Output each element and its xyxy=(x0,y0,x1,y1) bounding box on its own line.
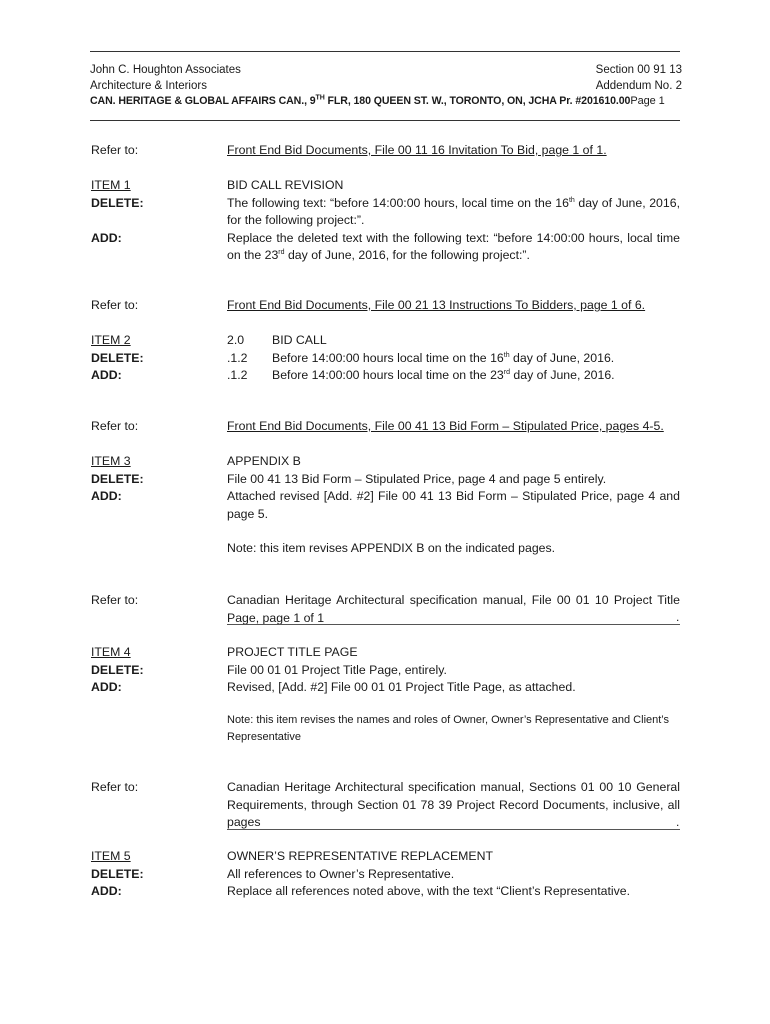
item-add-3: Attached revised [Add. #2] File 00 41 13 Bid Form – Stipulated Price, page 4 and page 5. xyxy=(227,489,680,521)
item-labels-4 xyxy=(91,644,211,697)
add-label-3: ADD: xyxy=(91,489,122,503)
firm-subtitle: Architecture & Interiors xyxy=(90,80,207,92)
refer-label-4: Refer to: xyxy=(91,593,139,607)
add-label-1: ADD: xyxy=(91,230,122,245)
refer-label-5: Refer to: xyxy=(91,780,139,794)
item-note-4: Note: this item revises the names and roles of Owner, Owner’s Representative and Client’s Representative xyxy=(227,714,670,743)
item-body-4 xyxy=(227,644,680,697)
item-add-2: .1.2 Before 14:00:00 hours local time on the 23rd day of June, 2016. xyxy=(227,368,615,382)
item-title-2: 2.0 BID CALL xyxy=(227,333,327,347)
delete-label-2: DELETE: xyxy=(91,350,144,365)
item-note-3: Note: this item revises APPENDIX B on the indicated pages. xyxy=(227,541,556,555)
refer-period-5: . xyxy=(676,815,680,829)
item-number-2: ITEM 2 xyxy=(91,333,131,347)
section-number: Section 00 91 13 xyxy=(595,64,682,76)
item-add-1: Replace the deleted text with the following text: “before 14:00:00 hours, local time on the 23rd day of June, 2016, for the following project:”. xyxy=(227,230,680,262)
header-bottom-rule xyxy=(90,120,680,121)
item-delete-2: .1.2 Before 14:00:00 hours local time on the 16th day of June, 2016. xyxy=(227,350,615,365)
item-delete-1: The following text: “before 14:00:00 hours, local time on the 16th day of June, 2016, for the following project:”. xyxy=(227,195,680,227)
refer-label-2: Refer to: xyxy=(91,298,139,312)
item-title-5: OWNER’S REPRESENTATIVE REPLACEMENT xyxy=(227,849,494,863)
refer-text-5: Canadian Heritage Architectural specification manual, Sections 01 00 10 General Requirements, through Section 01 78 39 Project Record Documents, inclusive, all pages xyxy=(227,780,680,829)
item-body-1 xyxy=(227,177,680,265)
item-number-4: ITEM 4 xyxy=(91,645,131,659)
project-line: CAN. HERITAGE & GLOBAL AFFAIRS CAN., 9TH FLR, 180 QUEEN ST. W., TORONTO, ON, JCHA Pr. #201610.00Page 1 xyxy=(90,94,665,107)
refer-text-2: Front End Bid Documents, File 00 21 13 Instructions To Bidders, page 1 of 6. xyxy=(227,298,646,312)
delete-label-3: DELETE: xyxy=(91,471,144,486)
header-top-rule xyxy=(90,51,680,52)
refer-text-4: Canadian Heritage Architectural specification manual, File 00 01 10 Project Title Page, page 1 of 1 xyxy=(227,593,680,625)
item-number-3: ITEM 3 xyxy=(91,454,131,468)
item-labels-2 xyxy=(91,332,211,385)
refer-period-4: . xyxy=(676,610,680,624)
item-labels-1 xyxy=(91,177,211,247)
refer-text-1: Front End Bid Documents, File 00 11 16 Invitation To Bid, page 1 of 1. xyxy=(227,143,607,157)
item-title-4: PROJECT TITLE PAGE xyxy=(227,645,358,659)
refer-text-3: Front End Bid Documents, File 00 41 13 Bid Form – Stipulated Price, pages 4-5. xyxy=(227,419,664,433)
delete-label-4: DELETE: xyxy=(91,662,144,677)
item-delete-4: File 00 01 01 Project Title Page, entirely. xyxy=(227,662,447,677)
item-title-1: BID CALL REVISION xyxy=(227,178,344,192)
item-number-5: ITEM 5 xyxy=(91,849,131,863)
firm-name: John C. Houghton Associates xyxy=(90,64,241,76)
item-delete-5: All references to Owner’s Representative. xyxy=(227,866,455,881)
item-body-3 xyxy=(227,453,680,523)
item-body-2 xyxy=(227,332,680,385)
item-add-4: Revised, [Add. #2] File 00 01 01 Project Title Page, as attached. xyxy=(227,680,576,694)
add-label-4: ADD: xyxy=(91,680,122,694)
item-delete-3: File 00 41 13 Bid Form – Stipulated Price, page 4 and page 5 entirely. xyxy=(227,471,607,486)
item-labels-5 xyxy=(91,848,211,901)
addendum-number: Addendum No. 2 xyxy=(595,80,682,92)
add-label-5: ADD: xyxy=(91,884,122,898)
delete-label-5: DELETE: xyxy=(91,866,144,881)
refer-underline-4 xyxy=(227,624,680,625)
item-body-5 xyxy=(227,848,680,901)
item-add-5: Replace all references noted above, with the text “Client’s Representative. xyxy=(227,884,631,898)
refer-underline-5 xyxy=(227,829,680,830)
refer-label-3: Refer to: xyxy=(91,419,139,433)
item-labels-3 xyxy=(91,453,211,506)
item-title-3: APPENDIX B xyxy=(227,454,301,468)
page-number: Page 1 xyxy=(630,95,665,107)
item-number-1: ITEM 1 xyxy=(91,178,131,192)
refer-label-1: Refer to: xyxy=(91,143,139,157)
delete-label-1: DELETE: xyxy=(91,195,144,210)
add-label-2: ADD: xyxy=(91,368,122,382)
